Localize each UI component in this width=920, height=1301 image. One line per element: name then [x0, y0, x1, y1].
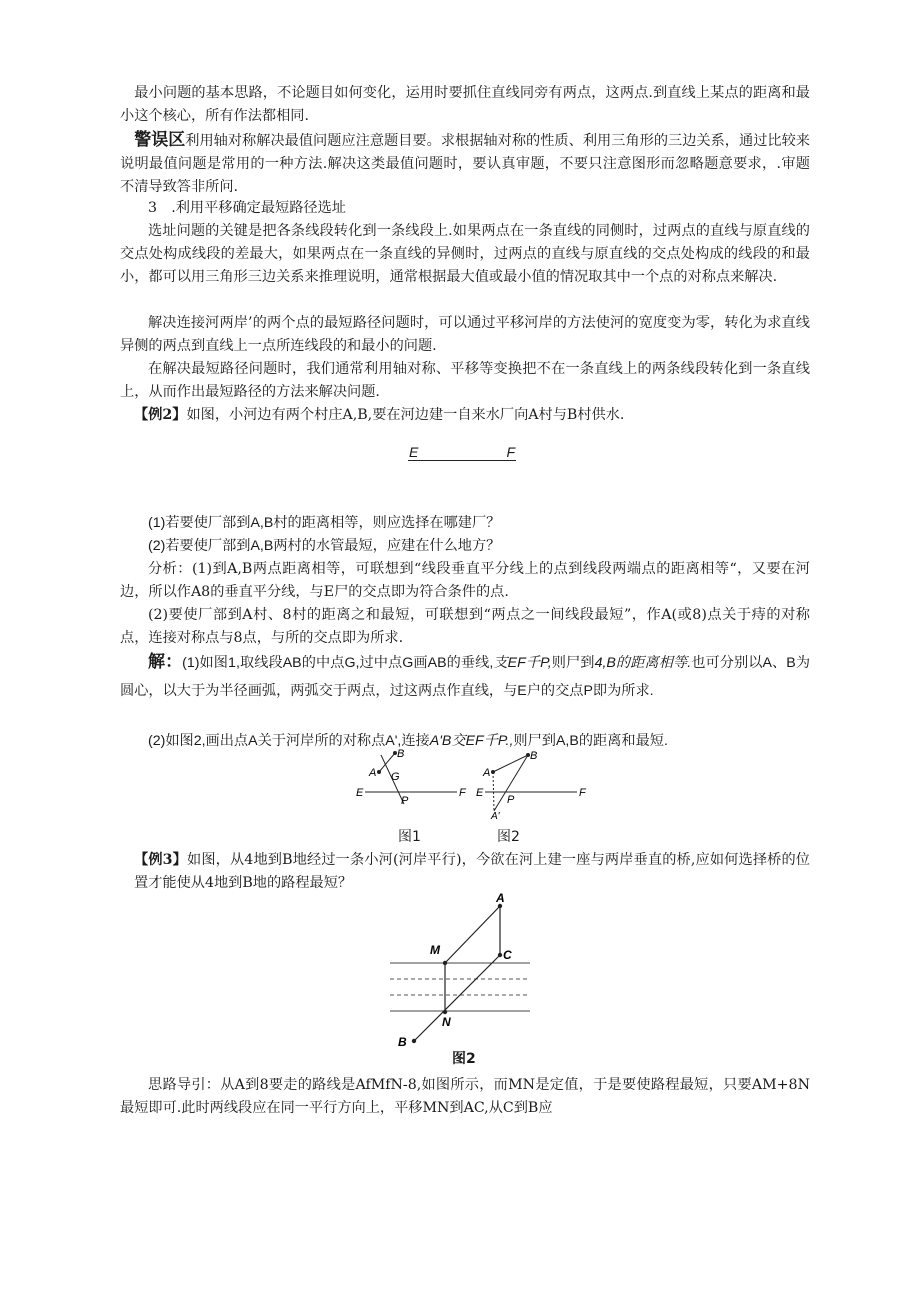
- label-f: F: [506, 444, 515, 460]
- paragraph-summary: 最小问题的基本思路，不论题目如何变化，运用时要抓住直线同旁有两点，这两点.到直线上某点的距离和最小这个核心，所有作法都相同.: [120, 85, 810, 124]
- figure-1-caption: 图1: [398, 829, 421, 845]
- solution-1: 解：(1)如图1,取线段AB的中点G,过中点G画AB的垂线,支EF千P,则尸到4,B的距离相等.也可分别以A、B为圆心，以大于为半径画弧，两弧交于两点，过这两点作直线，与E户的交点P即为所求.: [120, 652, 811, 699]
- analysis-1: 分析：(1)到A,B两点距离相等，可联想到“线段垂直平分线上的点到线段两端点的距离相等“，又要在河边，所以作A8的垂直平分线，与E尸的交点即为符合条件的点.: [120, 561, 810, 600]
- question-2: (2)若要使厂部到A,B两村的水管最短，应建在什么地方？: [148, 538, 501, 554]
- label-a: A: [369, 767, 377, 779]
- figure-3-bridge: [390, 888, 540, 1068]
- paragraph-site-selection: 选址问题的关键是把各条线段转化到一条线段上.如果两点在一条直线的同侧时，过两点的直线与原直线的交点处构成线段的差最大，如果两点在一条直线的异侧时，过两点的直线与原直线的交点处构成的线段的和最小，都可以用三角形三边关系来推理说明，通常根据最大值或最小值的情况取其中一个点的对称点来解决.: [120, 223, 810, 285]
- label-a-fig3: A: [496, 891, 505, 905]
- label-b: B: [397, 748, 405, 760]
- label-m: M: [430, 943, 440, 957]
- section-heading-3: 3 .利用平移确定最短路径选址: [148, 200, 346, 216]
- label-e-fig1: E: [356, 787, 364, 799]
- point-a-fig2: [491, 770, 495, 774]
- segment-cb: [414, 955, 500, 1041]
- label-p-fig2: P: [507, 794, 515, 806]
- label-g: G: [391, 771, 400, 783]
- figure-1: [355, 745, 470, 810]
- segment-am: [445, 906, 500, 963]
- point-b-fig3: [412, 1039, 416, 1043]
- label-b-fig2: B: [530, 750, 538, 762]
- paragraph-transform: 在解决最短路径问题时，我们通常利用轴对称、平移等变换把不在一条直线上的两条线段转化到一条直线上，从而作出最短路径的方法来解决问题.: [120, 361, 810, 400]
- paragraph-river-crossing: 解决连接河两岸’的两个点的最短路径问题时，可以通过平移河岸的方法使河的宽度变为零，转化为求直线异侧的两点到直线上一点所连线段的和最小的问题.: [120, 315, 810, 354]
- point-a: [377, 770, 381, 774]
- label-a-fig2: A: [483, 767, 491, 779]
- example-3-statement: 【例3】如图，从4地到B地经过一条小河(河岸平行)，今欲在河上建一座与两岸垂直的桥,应如何选择桥的位置才能使从4地到B地的路程最短？: [134, 852, 810, 891]
- solution-heading: 解：: [148, 652, 183, 671]
- figure-2-caption: 图2: [497, 829, 520, 845]
- label-f-fig1: F: [459, 787, 466, 799]
- example-2-tag: 【例2】: [134, 407, 187, 423]
- question-1: (1)若要使厂部到A,B村的距离相等，则应选择在哪建厂？: [148, 515, 501, 531]
- label-b-fig3: B: [398, 1035, 407, 1049]
- river-bank-line: [408, 460, 516, 461]
- warning-heading: 警误区: [134, 130, 186, 149]
- example-2-statement: 【例2】如图，小河边有两个村庄A,B,要在河边建一自来水厂向A村与B村供水.: [134, 407, 625, 423]
- label-c: C: [503, 948, 512, 962]
- figure-3-caption: 图2: [452, 1051, 476, 1067]
- label-a-prime: A': [491, 811, 500, 820]
- label-e: E: [409, 444, 419, 460]
- label-n: N: [442, 1015, 451, 1029]
- point-n: [443, 1010, 447, 1014]
- paragraph-warning: 警误区利用轴对称解决最值问题应注意题目要。求根据轴对称的性质、利用三角形的三边关系，通过比较来说明最值问题是常用的一种方法.解决这类最值问题时，要认真审题，不要只注意图形而忽略题意要求，.审题不清导致答非所问.: [120, 130, 810, 195]
- label-f-fig2: F: [579, 787, 586, 799]
- point-c: [498, 953, 502, 957]
- label-p: P: [401, 795, 409, 807]
- point-m: [443, 961, 447, 965]
- solution-2: (2)如图2,画出点A关于河岸所的对称点A',连接A'B交EF千P.,则尸到A,B的距离和最短.: [148, 733, 668, 749]
- label-e-fig2: E: [476, 787, 484, 799]
- example-3-tag: 【例3】: [134, 852, 187, 868]
- thinking-guide: 思路导引：从A到8要走的路线是AfMfN-8,如图所示，而MN是定值，于是要使路程最短，只要AM+8N最短即可.此时两线段应在同一平行方向上，平移MN到AC,从C到B应: [120, 1077, 810, 1116]
- figure-2: [475, 745, 587, 820]
- river-line-ef: [408, 444, 516, 462]
- analysis-2: (2)要使厂部到A村、8村的距离之和最短，可联想到“两点之一间线段最短”，作A(或8)点关于痔的对称点，连接对称点与8点，与所的交点即为所求.: [120, 607, 810, 646]
